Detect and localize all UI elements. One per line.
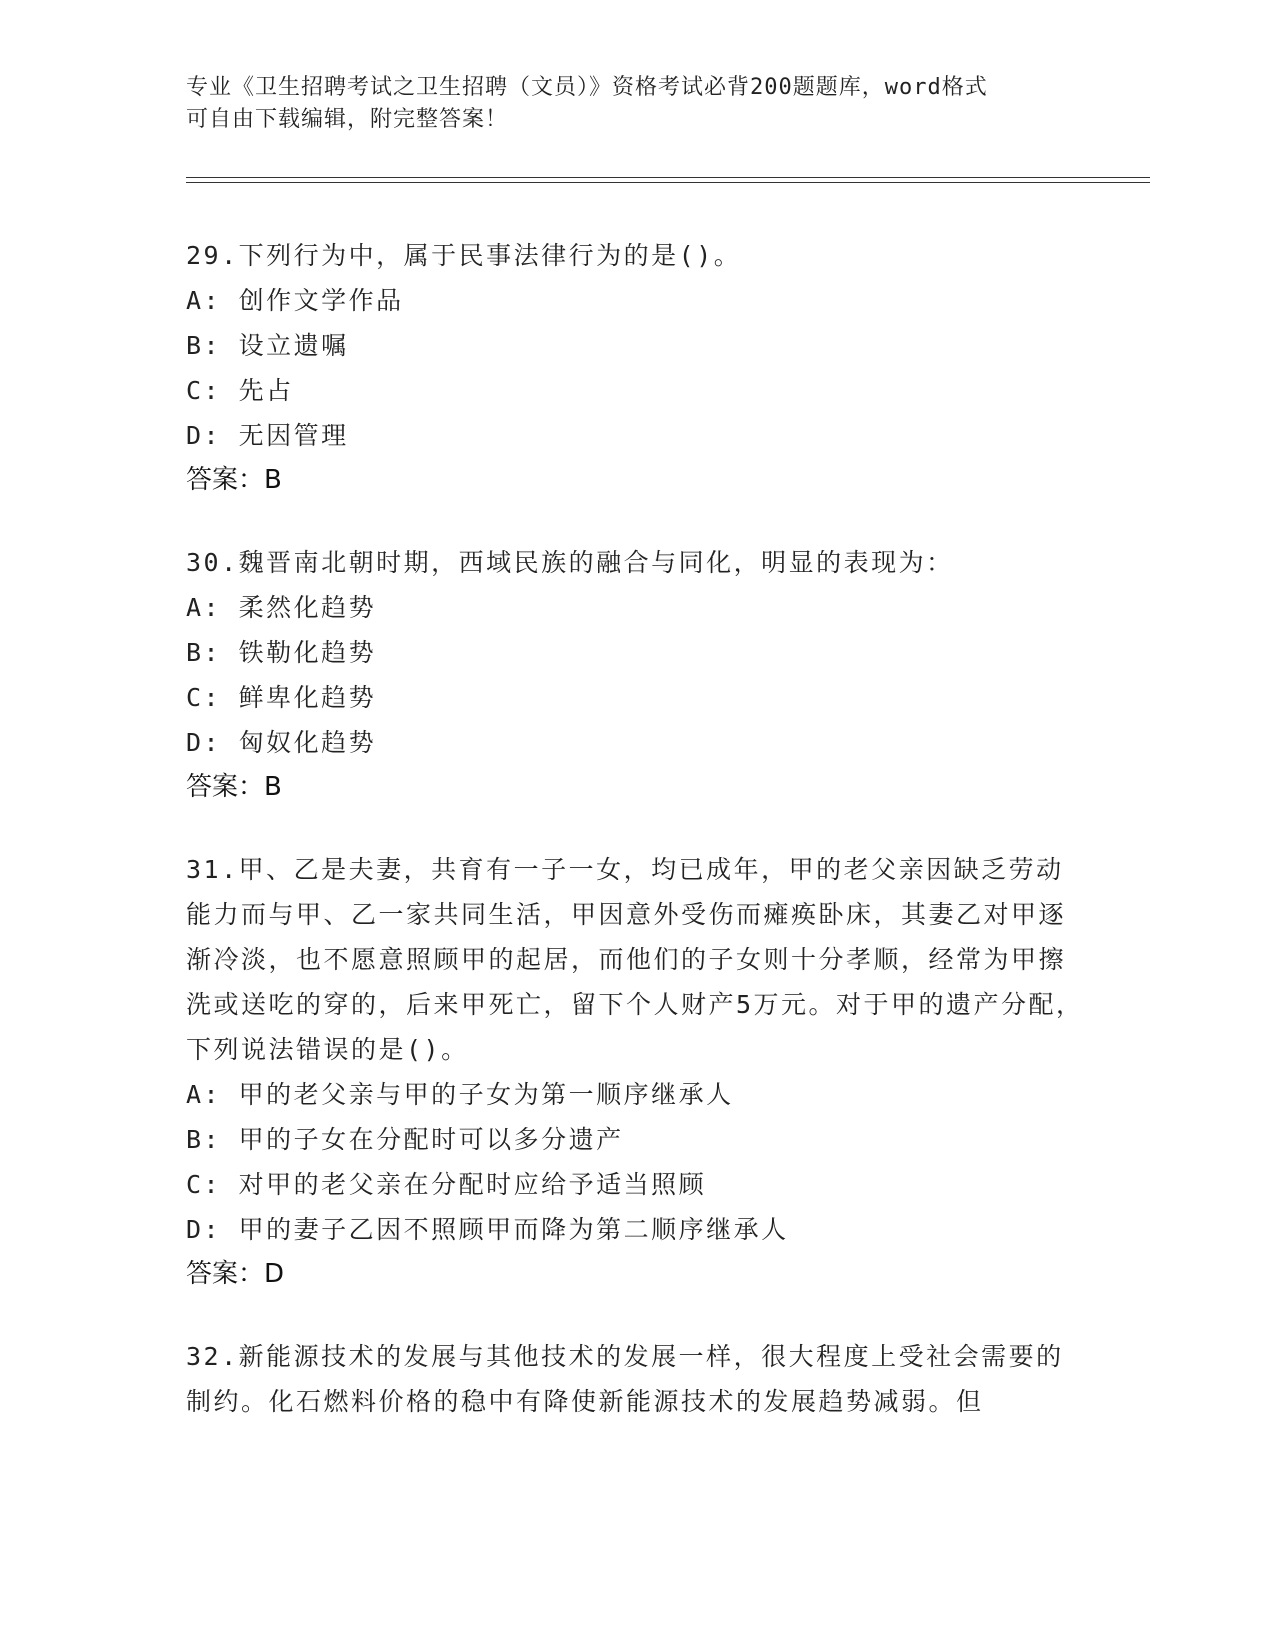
header-divider-top: [186, 177, 1150, 178]
document-header: [186, 72, 1066, 136]
answer: 答案：B: [186, 465, 282, 495]
question-stem: 29.下列行为中，属于民事法律行为的是()。: [186, 241, 742, 270]
header-divider-bottom: [186, 182, 1150, 183]
option-c: C: 对甲的老父亲在分配时应给予适当照顾: [186, 1170, 707, 1199]
option-b: B: 设立遗嘱: [186, 331, 349, 360]
question-31: [186, 847, 1086, 1297]
option-b: B: 甲的子女在分配时可以多分遗产: [186, 1125, 624, 1154]
option-c: C: 先占: [186, 376, 294, 405]
question-list: [186, 233, 1086, 1461]
header-line-1: 专业《卫生招聘考试之卫生招聘（文员）》资格考试必背200题题库，word格式: [186, 75, 988, 100]
question-32: [186, 1334, 1086, 1424]
option-a: A: 甲的老父亲与甲的子女为第一顺序继承人: [186, 1080, 734, 1109]
question-30: [186, 540, 1086, 810]
option-d: D: 甲的妻子乙因不照顾甲而降为第二顺序继承人: [186, 1215, 789, 1244]
answer: 答案：B: [186, 772, 282, 802]
option-a: A: 创作文学作品: [186, 286, 404, 315]
option-a: A: 柔然化趋势: [186, 593, 377, 622]
option-d: D: 匈奴化趋势: [186, 728, 377, 757]
option-b: B: 铁勒化趋势: [186, 638, 377, 667]
question-stem: 31.甲、乙是夫妻，共育有一子一女，均已成年，甲的老父亲因缺乏劳动能力而与甲、乙一家共同生活，甲因意外受伤而瘫痪卧床，其妻乙对甲逐渐冷淡，也不愿意照顾甲的起居，而他们的子女则十分孝顺，经常为甲擦洗或送吃的穿的，后来甲死亡，留下个人财产5万元。对于甲的遗产分配，下列说法错误的是()。: [186, 855, 1084, 1064]
question-stem: 32.新能源技术的发展与其他技术的发展一样，很大程度上受社会需要的制约。化石燃料价格的稳中有降使新能源技术的发展趋势减弱。但: [186, 1342, 1064, 1416]
question-stem: 30.魏晋南北朝时期，西域民族的融合与同化，明显的表现为：: [186, 548, 954, 577]
option-c: C: 鲜卑化趋势: [186, 683, 377, 712]
question-29: [186, 233, 1086, 503]
answer: 答案：D: [186, 1259, 285, 1289]
option-d: D: 无因管理: [186, 421, 349, 450]
header-line-2: 可自由下载编辑，附完整答案！: [186, 107, 509, 132]
